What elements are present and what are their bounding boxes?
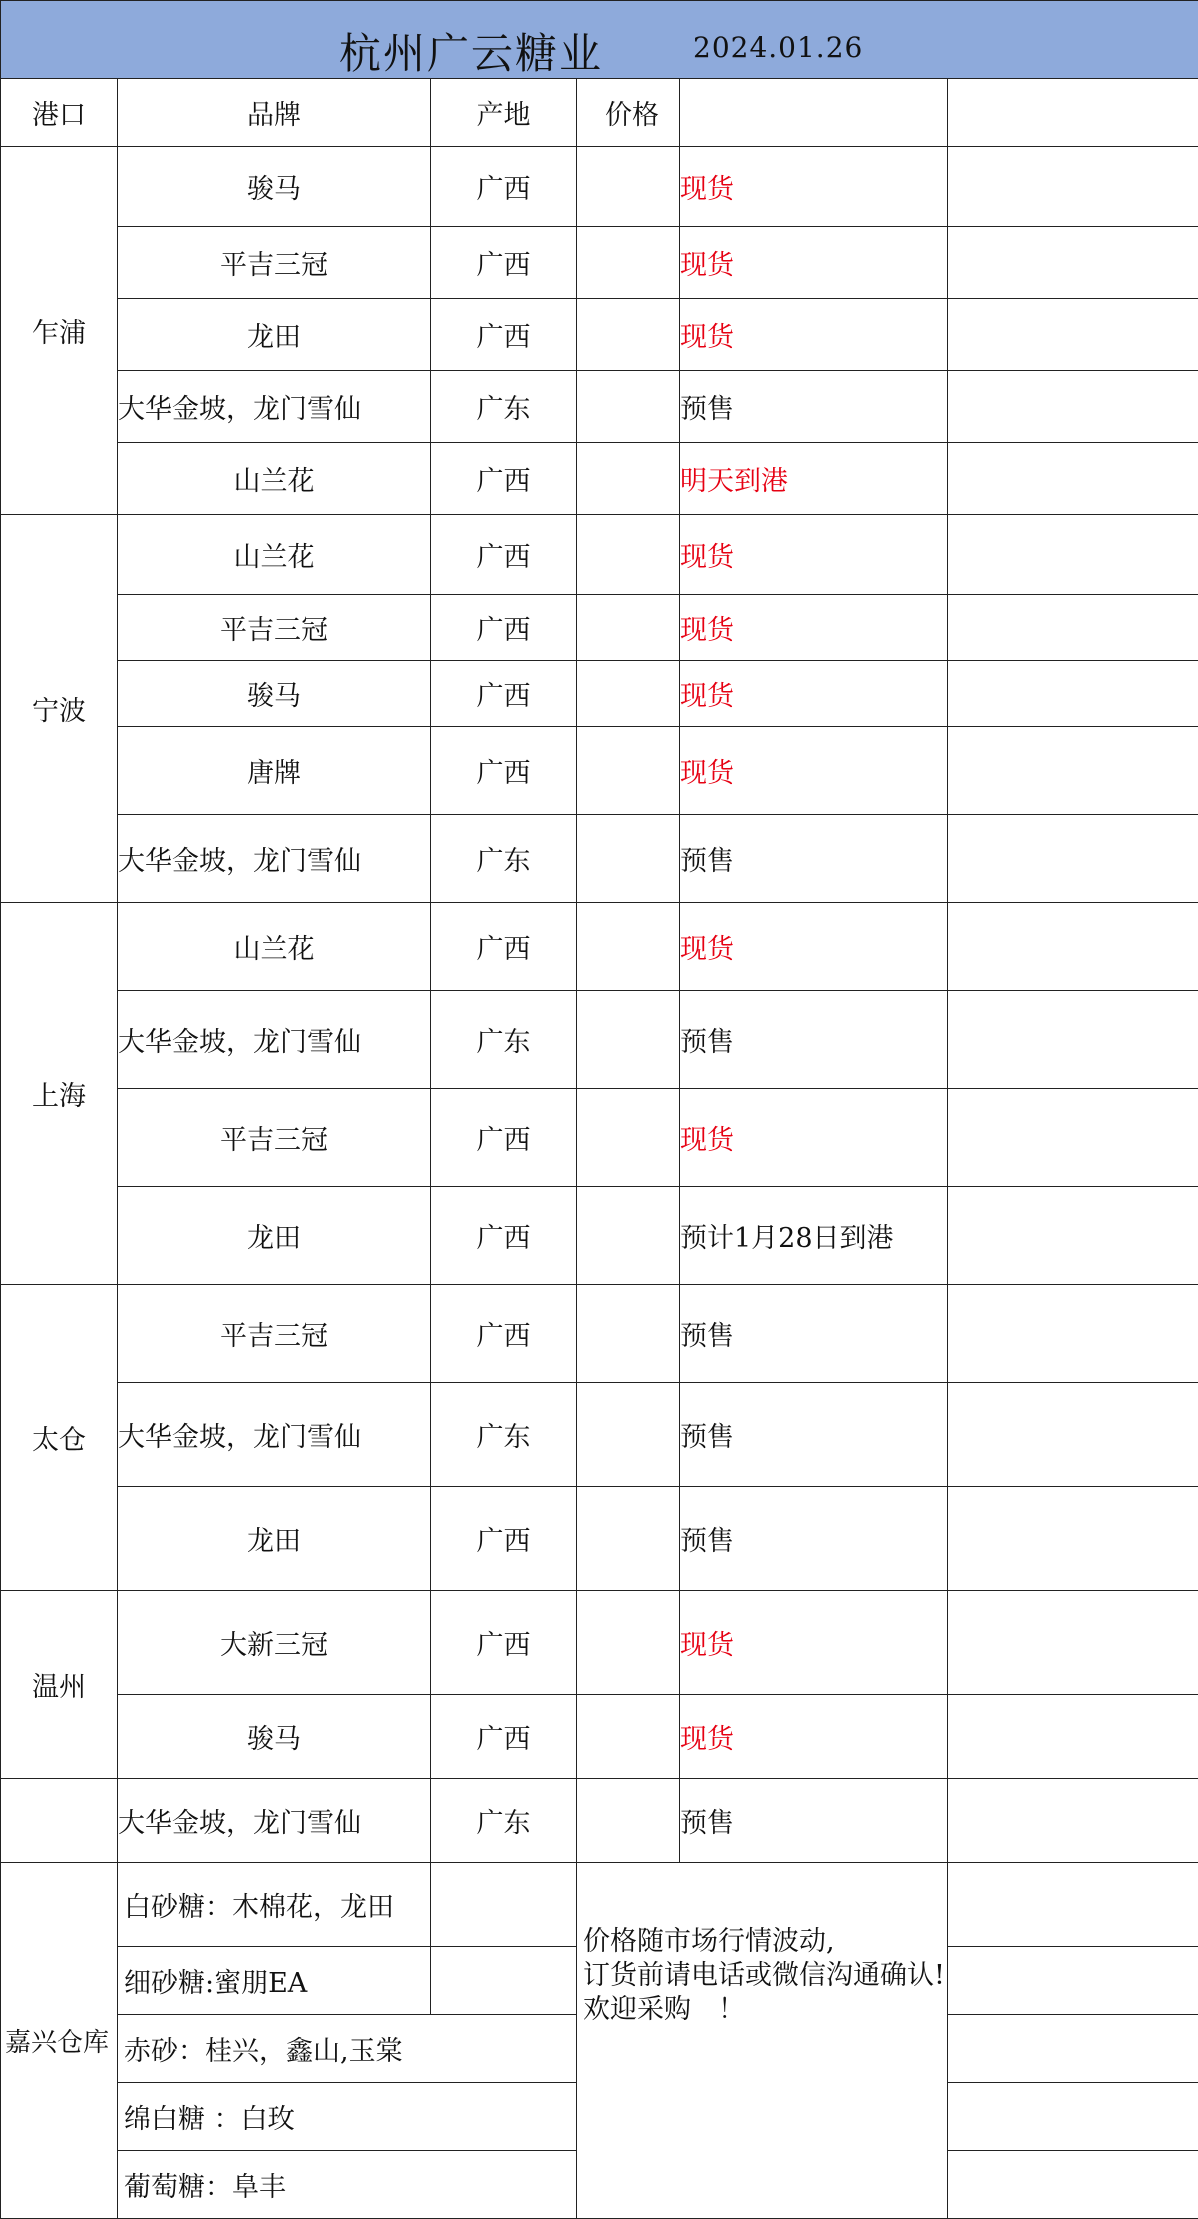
price-cell xyxy=(577,727,680,815)
extra-cell xyxy=(948,2151,1198,2219)
origin-cell: 广西 xyxy=(431,443,577,515)
extra-cell xyxy=(948,443,1198,515)
origin-cell: 广东 xyxy=(431,1779,577,1863)
price-cell xyxy=(577,595,680,661)
extra-cell xyxy=(948,903,1198,991)
extra-cell xyxy=(948,371,1198,443)
status-cell: 明天到港 xyxy=(680,443,948,515)
extra-cell xyxy=(948,1863,1198,1947)
header-origin: 产地 xyxy=(431,79,577,147)
status-cell: 现货 xyxy=(680,1695,948,1779)
extra-cell xyxy=(948,661,1198,727)
port-cell: 上海 xyxy=(1,903,118,1285)
header-price: 价格 xyxy=(577,79,680,147)
port-cell: 乍浦 xyxy=(1,147,118,515)
brand-cell: 大华金坡，龙门雪仙 xyxy=(118,1779,431,1863)
table-row xyxy=(1,1187,1198,1285)
brand-cell: 山兰花 xyxy=(118,443,431,515)
extra-cell xyxy=(948,1591,1198,1695)
origin-cell: 广西 xyxy=(431,299,577,371)
origin-cell: 广西 xyxy=(431,1285,577,1383)
notice-line: 订货前请电话或微信沟通确认! xyxy=(583,1960,945,1991)
extra-cell xyxy=(948,1695,1198,1779)
extra-cell xyxy=(948,727,1198,815)
port-cell: 太仓 xyxy=(1,1285,118,1591)
brand-cell: 骏马 xyxy=(118,661,431,727)
extra-cell xyxy=(948,1383,1198,1487)
table-row xyxy=(1,1591,1198,1695)
warehouse-item: 细砂糖:蜜朋EA xyxy=(118,1947,431,2015)
header-port: 港口 xyxy=(1,79,118,147)
origin-cell: 广东 xyxy=(431,371,577,443)
status-cell: 现货 xyxy=(680,515,948,595)
brand-cell: 平吉三冠 xyxy=(118,227,431,299)
origin-cell: 广西 xyxy=(431,903,577,991)
status-cell: 预售 xyxy=(680,1285,948,1383)
price-cell xyxy=(577,1089,680,1187)
brand-cell: 龙田 xyxy=(118,299,431,371)
extra-cell xyxy=(948,147,1198,227)
warehouse-name: 嘉兴仓库 xyxy=(1,1863,118,2219)
brand-cell: 大华金坡，龙门雪仙 xyxy=(118,1383,431,1487)
status-cell: 现货 xyxy=(680,903,948,991)
price-cell xyxy=(577,1285,680,1383)
status-cell: 预售 xyxy=(680,1383,948,1487)
price-cell xyxy=(577,1487,680,1591)
port-cell xyxy=(1,1779,118,1863)
brand-cell: 大新三冠 xyxy=(118,1591,431,1695)
status-cell: 预售 xyxy=(680,991,948,1089)
port-cell: 宁波 xyxy=(1,515,118,903)
status-cell: 现货 xyxy=(680,661,948,727)
sheet-title: 杭州广云糖业 xyxy=(339,29,604,78)
table-row xyxy=(1,815,1198,903)
table-row xyxy=(1,1779,1198,1863)
price-cell xyxy=(577,1383,680,1487)
price-cell xyxy=(577,147,680,227)
brand-cell: 平吉三冠 xyxy=(118,1089,431,1187)
extra-cell xyxy=(948,1285,1198,1383)
notice-line: 价格随市场行情波动, xyxy=(583,1926,835,1957)
title-row xyxy=(1,1,1198,79)
table-row xyxy=(1,515,1198,595)
price-cell xyxy=(577,1695,680,1779)
origin-cell: 广西 xyxy=(431,147,577,227)
extra-cell xyxy=(948,1089,1198,1187)
status-cell: 现货 xyxy=(680,299,948,371)
extra-cell xyxy=(948,299,1198,371)
extra-cell xyxy=(948,1947,1198,2015)
brand-cell: 大华金坡，龙门雪仙 xyxy=(118,815,431,903)
origin-cell: 广东 xyxy=(431,815,577,903)
brand-cell: 龙田 xyxy=(118,1187,431,1285)
extra-cell xyxy=(948,991,1198,1089)
table-row xyxy=(1,1695,1198,1779)
status-cell: 现货 xyxy=(680,1089,948,1187)
status-cell: 预售 xyxy=(680,1779,948,1863)
price-cell xyxy=(577,371,680,443)
status-cell: 预售 xyxy=(680,1487,948,1591)
extra-cell xyxy=(948,227,1198,299)
warehouse-item: 绵白糖 ：白玫 xyxy=(118,2083,577,2151)
header-status xyxy=(680,79,948,147)
table-row xyxy=(1,147,1198,227)
warehouse-item: 白砂糖：木棉花，龙田 xyxy=(118,1863,431,1947)
price-cell xyxy=(577,1187,680,1285)
warehouse-blank xyxy=(431,1863,577,1947)
origin-cell: 广西 xyxy=(431,1487,577,1591)
warehouse-item: 赤砂：桂兴，鑫山,玉棠 xyxy=(118,2015,577,2083)
price-cell xyxy=(577,227,680,299)
extra-cell xyxy=(948,1187,1198,1285)
status-cell: 现货 xyxy=(680,227,948,299)
port-cell: 温州 xyxy=(1,1591,118,1779)
origin-cell: 广西 xyxy=(431,227,577,299)
brand-cell: 骏马 xyxy=(118,147,431,227)
warehouse-item: 葡萄糖：阜丰 xyxy=(118,2151,577,2219)
header-row xyxy=(1,79,1198,147)
table-row xyxy=(1,991,1198,1089)
origin-cell: 广东 xyxy=(431,991,577,1089)
brand-cell: 大华金坡，龙门雪仙 xyxy=(118,991,431,1089)
brand-cell: 唐牌 xyxy=(118,727,431,815)
table-row xyxy=(1,1089,1198,1187)
table-row xyxy=(1,1383,1198,1487)
table-row xyxy=(1,227,1198,299)
status-cell: 预计1月28日到港 xyxy=(680,1187,948,1285)
price-cell xyxy=(577,515,680,595)
table-row xyxy=(1,903,1198,991)
origin-cell: 广西 xyxy=(431,661,577,727)
header-extra xyxy=(948,79,1198,147)
notice-line: 欢迎采购 ！ xyxy=(583,1994,745,2025)
origin-cell: 广西 xyxy=(431,1591,577,1695)
origin-cell: 广西 xyxy=(431,1695,577,1779)
status-cell: 现货 xyxy=(680,1591,948,1695)
brand-cell: 平吉三冠 xyxy=(118,595,431,661)
price-cell xyxy=(577,299,680,371)
warehouse-blank xyxy=(431,1947,577,2015)
origin-cell: 广西 xyxy=(431,1187,577,1285)
status-cell: 预售 xyxy=(680,371,948,443)
price-cell xyxy=(577,815,680,903)
price-cell xyxy=(577,1779,680,1863)
origin-cell: 广西 xyxy=(431,727,577,815)
origin-cell: 广西 xyxy=(431,1089,577,1187)
status-cell: 现货 xyxy=(680,727,948,815)
origin-cell: 广东 xyxy=(431,1383,577,1487)
brand-cell: 骏马 xyxy=(118,1695,431,1779)
status-cell: 预售 xyxy=(680,815,948,903)
table-row xyxy=(1,371,1198,443)
brand-cell: 平吉三冠 xyxy=(118,1285,431,1383)
table-row xyxy=(1,595,1198,661)
origin-cell: 广西 xyxy=(431,515,577,595)
title-bar xyxy=(1,1,1198,79)
price-cell xyxy=(577,1591,680,1695)
table-row xyxy=(1,1285,1198,1383)
status-cell: 现货 xyxy=(680,147,948,227)
brand-cell: 龙田 xyxy=(118,1487,431,1591)
notice-text xyxy=(577,1863,948,2219)
status-cell: 现货 xyxy=(680,595,948,661)
brand-cell: 大华金坡，龙门雪仙 xyxy=(118,371,431,443)
table-row xyxy=(1,443,1198,515)
extra-cell xyxy=(948,2015,1198,2083)
extra-cell xyxy=(948,815,1198,903)
extra-cell xyxy=(948,515,1198,595)
extra-cell xyxy=(948,595,1198,661)
price-cell xyxy=(577,661,680,727)
extra-cell xyxy=(948,2083,1198,2151)
extra-cell xyxy=(948,1487,1198,1591)
brand-cell: 山兰花 xyxy=(118,515,431,595)
header-brand: 品牌 xyxy=(118,79,431,147)
table-row xyxy=(1,299,1198,371)
price-cell xyxy=(577,991,680,1089)
sheet-date: 2024.01.26 xyxy=(693,31,864,64)
warehouse-row xyxy=(1,1863,1198,1947)
table-row xyxy=(1,1487,1198,1591)
table-row xyxy=(1,661,1198,727)
table-row xyxy=(1,727,1198,815)
price-cell xyxy=(577,443,680,515)
price-cell xyxy=(577,903,680,991)
brand-cell: 山兰花 xyxy=(118,903,431,991)
extra-cell xyxy=(948,1779,1198,1863)
origin-cell: 广西 xyxy=(431,595,577,661)
